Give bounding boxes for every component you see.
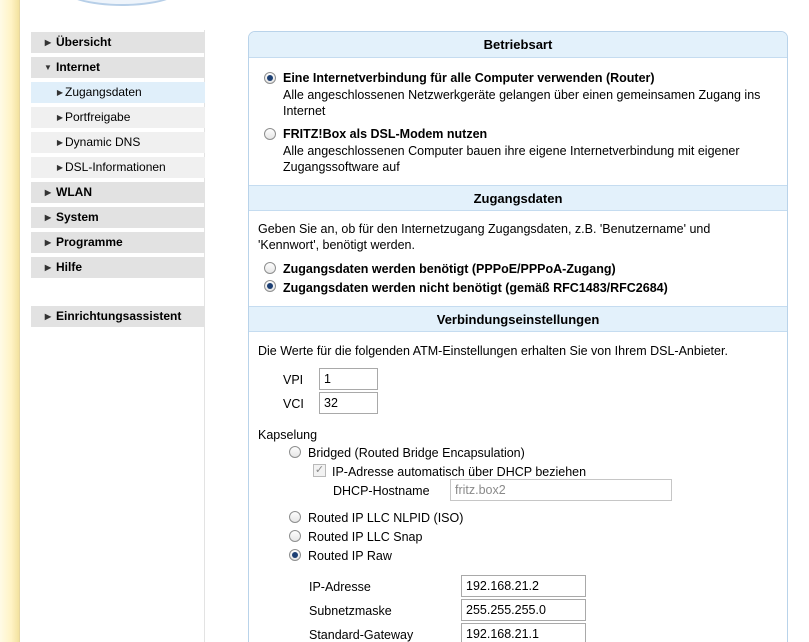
- gateway-input[interactable]: 192.168.21.1: [461, 623, 586, 642]
- credentials-not-required-label: Zugangsdaten werden nicht benötigt (gemäß RFC1483/RFC2684): [283, 281, 668, 295]
- vpi-input[interactable]: 1: [319, 368, 378, 390]
- vci-label: VCI: [283, 397, 304, 411]
- chevron-right-icon: ▶: [44, 213, 52, 222]
- gateway-label: Standard-Gateway: [309, 628, 414, 642]
- sidebar-item-dynamic-dns[interactable]: [31, 132, 205, 153]
- router-mode-label: Eine Internetverbindung für alle Computer verwenden (Router): [283, 71, 655, 85]
- radio-llc-nlpid[interactable]: [289, 511, 301, 523]
- radio-modem-mode[interactable]: [264, 128, 276, 140]
- subnet-mask-input[interactable]: 255.255.255.0: [461, 599, 586, 621]
- sidebar-item-hilfe[interactable]: [31, 257, 205, 278]
- llc-snap-label: Routed IP LLC Snap: [308, 530, 423, 544]
- modem-mode-desc: Alle angeschlossenen Computer bauen ihre eigene Internetverbindung mit eigener: [283, 144, 740, 158]
- zugangsdaten-intro: 'Kennwort', benötigt werden.: [258, 238, 415, 252]
- left-gutter: [0, 0, 20, 642]
- subnet-mask-label: Subnetzmaske: [309, 604, 392, 618]
- vci-input[interactable]: 32: [319, 392, 378, 414]
- dhcp-hostname-input[interactable]: fritz.box2: [450, 479, 672, 501]
- chevron-right-icon: ▶: [56, 113, 64, 122]
- section-title-betriebsart: Betriebsart: [249, 32, 787, 58]
- chevron-right-icon: ▶: [44, 312, 52, 321]
- credentials-required-label: Zugangsdaten werden benötigt (PPPoE/PPPoA-Zugang): [283, 262, 616, 276]
- sidebar-item-dsl-informationen[interactable]: [31, 157, 205, 178]
- sidebar-item-label: Hilfe: [56, 260, 83, 274]
- ip-address-label: IP-Adresse: [309, 580, 371, 594]
- radio-credentials-not-required[interactable]: [264, 280, 276, 292]
- radio-routed-ip-raw[interactable]: [289, 549, 301, 561]
- zugangsdaten-intro: Geben Sie an, ob für den Internetzugang Zugangsdaten, z.B. 'Benutzername' und: [258, 222, 711, 236]
- sidebar-item-system[interactable]: [31, 207, 205, 228]
- bridged-label: Bridged (Routed Bridge Encapsulation): [308, 446, 525, 460]
- sidebar-item-label: Programme: [56, 235, 123, 249]
- routed-ip-raw-label: Routed IP Raw: [308, 549, 392, 563]
- radio-bridged[interactable]: [289, 446, 301, 458]
- chevron-down-icon: ▼: [44, 63, 52, 72]
- router-mode-desc: Alle angeschlossenen Netzwerkgeräte gelangen über einen gemeinsamen Zugang ins: [283, 88, 761, 102]
- sidebar-item-label: Internet: [56, 60, 101, 74]
- llc-nlpid-label: Routed IP LLC NLPID (ISO): [308, 511, 464, 525]
- sidebar-item-label: System: [56, 210, 99, 224]
- chevron-right-icon: ▶: [44, 238, 52, 247]
- ip-address-input[interactable]: 192.168.21.2: [461, 575, 586, 597]
- modem-mode-label: FRITZ!Box als DSL-Modem nutzen: [283, 127, 488, 141]
- vpi-label: VPI: [283, 373, 304, 387]
- sidebar-item-programme[interactable]: [31, 232, 205, 253]
- section-title-zugangsdaten: Zugangsdaten: [249, 185, 787, 211]
- chevron-right-icon: ▶: [56, 88, 64, 97]
- sidebar-item-wlan[interactable]: [31, 182, 205, 203]
- sidebar-item-label: Dynamic DNS: [65, 135, 141, 149]
- sidebar-item-label: WLAN: [56, 185, 92, 199]
- chevron-right-icon: ▶: [56, 138, 64, 147]
- chevron-right-icon: ▶: [44, 188, 52, 197]
- sidebar-item-label: DSL-Informationen: [65, 160, 166, 174]
- sidebar-item-label: Einrichtungsassistent: [56, 309, 182, 323]
- sidebar-item-einrichtungsassistent[interactable]: [31, 306, 205, 327]
- section-title-verbindungseinstellungen: Verbindungseinstellungen: [249, 306, 787, 332]
- radio-llc-snap[interactable]: [289, 530, 301, 542]
- sidebar-item-uebersicht[interactable]: [31, 32, 205, 53]
- kapselung-label: Kapselung: [258, 428, 318, 442]
- settings-panel: [248, 31, 788, 642]
- chevron-right-icon: ▶: [56, 163, 64, 172]
- dhcp-checkbox-label: IP-Adresse automatisch über DHCP beziehen: [332, 465, 587, 479]
- sidebar-item-label: Portfreigabe: [65, 110, 131, 124]
- chevron-right-icon: ▶: [44, 38, 52, 47]
- sidebar-item-portfreigabe[interactable]: [31, 107, 205, 128]
- radio-router-mode[interactable]: [264, 72, 276, 84]
- atm-intro: Die Werte für die folgenden ATM-Einstellungen erhalten Sie von Ihrem DSL-Anbieter.: [258, 344, 728, 358]
- sidebar-item-internet[interactable]: [31, 57, 205, 78]
- sidebar-item-zugangsdaten[interactable]: [31, 82, 205, 103]
- dhcp-checkbox[interactable]: ✓: [314, 464, 325, 476]
- dhcp-hostname-label: DHCP-Hostname: [333, 484, 430, 498]
- radio-credentials-required[interactable]: [264, 262, 276, 274]
- fritzbox-logo: [62, 0, 182, 6]
- sidebar-nav: [31, 30, 205, 642]
- modem-mode-desc: Zugangssoftware auf: [283, 160, 400, 174]
- chevron-right-icon: ▶: [44, 263, 52, 272]
- router-mode-desc: Internet: [283, 104, 326, 118]
- sidebar-item-label: Übersicht: [56, 35, 112, 49]
- sidebar-item-label: Zugangsdaten: [65, 85, 142, 99]
